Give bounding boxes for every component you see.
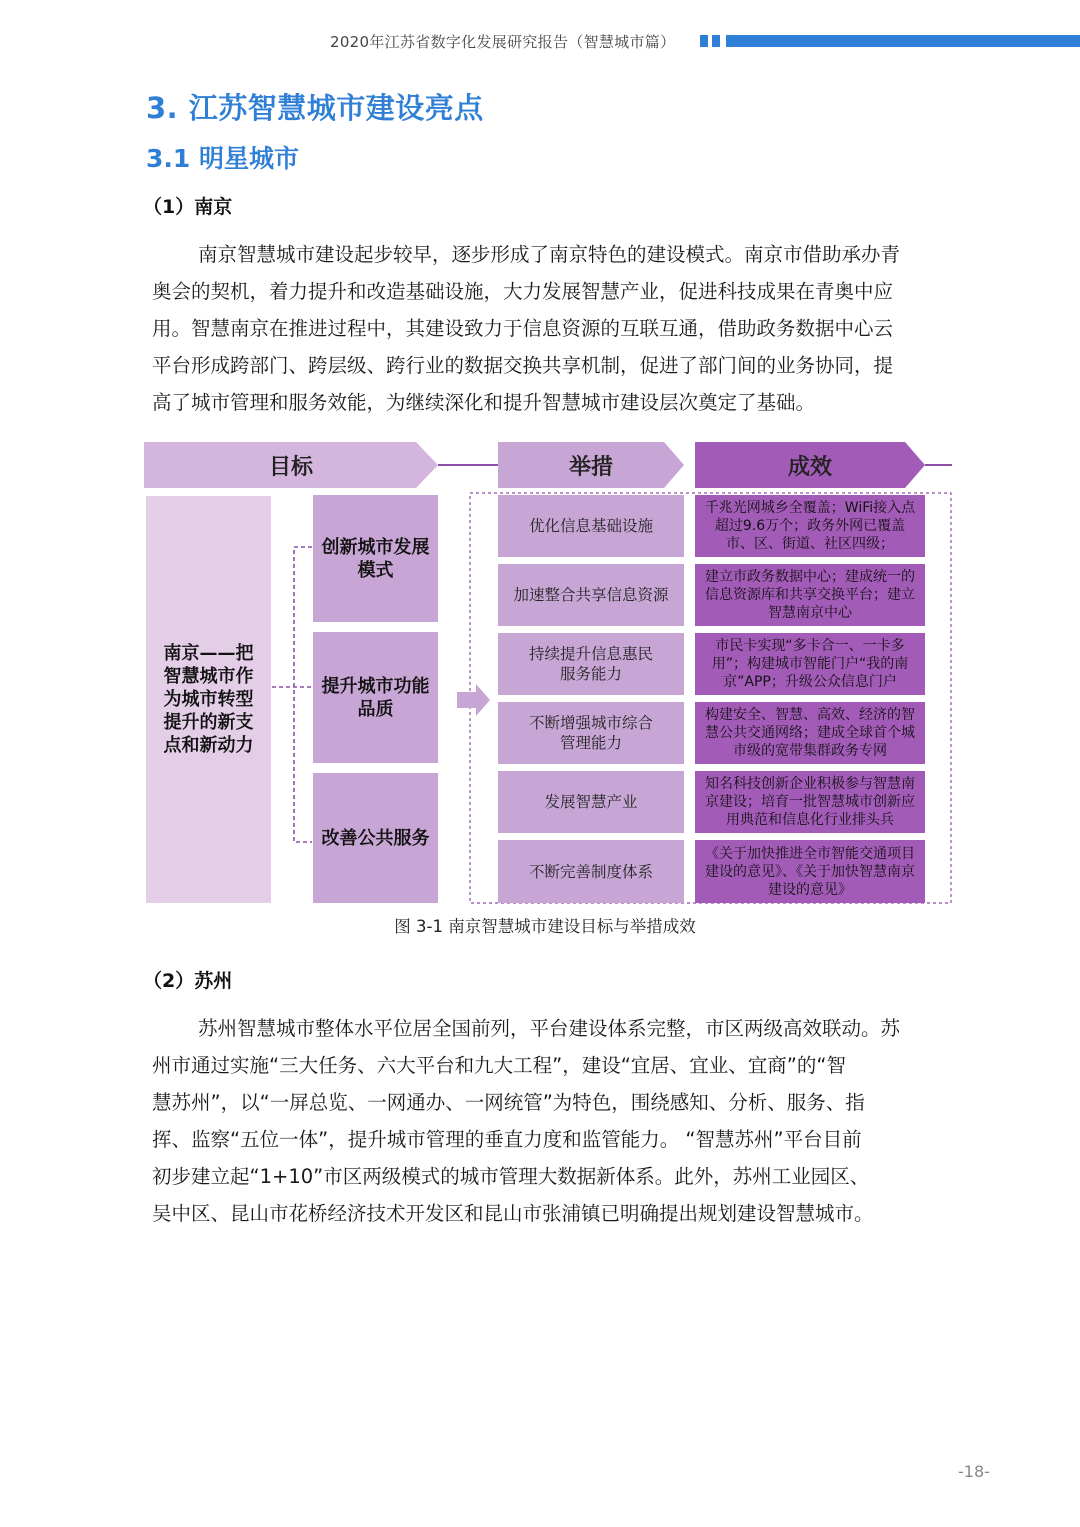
sub-goal: 改善公共服务 [313,773,438,903]
nanjing-paragraph [152,236,942,421]
measure-item: 持续提升信息惠民服务能力 [498,633,684,695]
paragraph-line: 州市通过实施“三大任务、六大平台和九大工程”，建设“宜居、宜业、宜商”的“智 [152,1054,847,1077]
paragraph-line: 慧苏州”，以“一屏总览、一网通办、一网统管”为特色，围绕感知、分析、服务、指 [152,1091,865,1114]
report-header-title: 2020年江苏省数字化发展研究报告（智慧城市篇） [330,33,676,51]
paragraph-line: 苏州智慧城市整体水平位居全国前列，平台建设体系完整，市区两级高效联动。苏 [198,1017,901,1040]
paragraph-line: 初步建立起“1+10”市区两级模式的城市管理大数据新体系。此外，苏州工业园区、 [152,1165,870,1188]
header-decor-bar [700,35,708,47]
goal-bracket [294,547,312,842]
effect-item: 建立市政务数据中心；建成统一的信息资源库和共享交换平台；建立智慧南京中心 [695,564,925,626]
paragraph-line: 高了城市管理和服务效能，为继续深化和提升智慧城市建设层次奠定了基础。 [152,391,816,414]
measure-item: 加速整合共享信息资源 [498,564,684,626]
page-number: -18- [958,1462,990,1481]
subsection-title: 3.1 明星城市 [146,144,299,173]
header-decor-bar [726,35,1080,47]
paragraph-line: 用。智慧南京在推进过程中，其建设致力于信息资源的互联互通，借助政务数据中心云 [152,317,894,340]
main-goal: 南京——把智慧城市作为城市转型提升的新支点和新动力 [146,496,271,903]
nanjing-goals-diagram [144,440,952,905]
measure-item: 发展智慧产业 [498,771,684,833]
measure-item: 优化信息基础设施 [498,495,684,557]
arrow-right-icon [457,684,490,716]
goal-header: 目标 [268,454,313,480]
effect-header: 成效 [787,454,832,480]
effect-item: 市民卡实现“多卡合一、一卡多用”；构建城市智能门户“我的南京”APP；升级公众信息门户 [695,633,925,695]
suzhou-heading: （2）苏州 [143,970,233,992]
header-decor-bar [712,35,720,47]
paragraph-line: 奥会的契机，着力提升和改造基础设施，大力发展智慧产业，促进科技成果在青奥中应 [152,280,894,303]
effect-item: 《关于加快推进全市智能交通项目建设的意见》、《关于加快智慧南京建设的意见》 [695,840,925,903]
sub-goal: 提升城市功能品质 [313,632,438,763]
figure-caption: 图 3-1 南京智慧城市建设目标与举措成效 [394,917,696,936]
measure-header: 举措 [568,454,613,480]
measure-item: 不断完善制度体系 [498,840,684,903]
sub-goal: 创新城市发展模式 [313,495,438,622]
paragraph-line: 南京智慧城市建设起步较早，逐步形成了南京特色的建设模式。南京市借助承办青 [198,243,901,266]
suzhou-paragraph [152,1010,942,1232]
paragraph-line: 吴中区、昆山市花桥经济技术开发区和昆山市张浦镇已明确提出规划建设智慧城市。 [152,1202,874,1225]
effect-item: 千兆光网城乡全覆盖；WiFi接入点超过9.6万个；政务外网已覆盖市、区、街道、社区四级； [695,495,925,557]
nanjing-heading: （1）南京 [143,196,233,218]
effect-item: 构建安全、智慧、高效、经济的智慧公共交通网络；建成全球首个城市级的宽带集群政务专网 [695,702,925,764]
paragraph-line: 挥、监察“五位一体”，提升城市管理的垂直力度和监管能力。 “智慧苏州”平台目前 [152,1128,862,1151]
paragraph-line: 平台形成跨部门、跨层级、跨行业的数据交换共享机制，促进了部门间的业务协同，提 [152,354,894,377]
measure-item: 不断增强城市综合管理能力 [498,702,684,764]
section-title: 3. 江苏智慧城市建设亮点 [146,91,484,125]
effect-item: 知名科技创新企业积极参与智慧南京建设；培育一批智慧城市创新应用典范和信息化行业排头兵 [695,771,925,833]
